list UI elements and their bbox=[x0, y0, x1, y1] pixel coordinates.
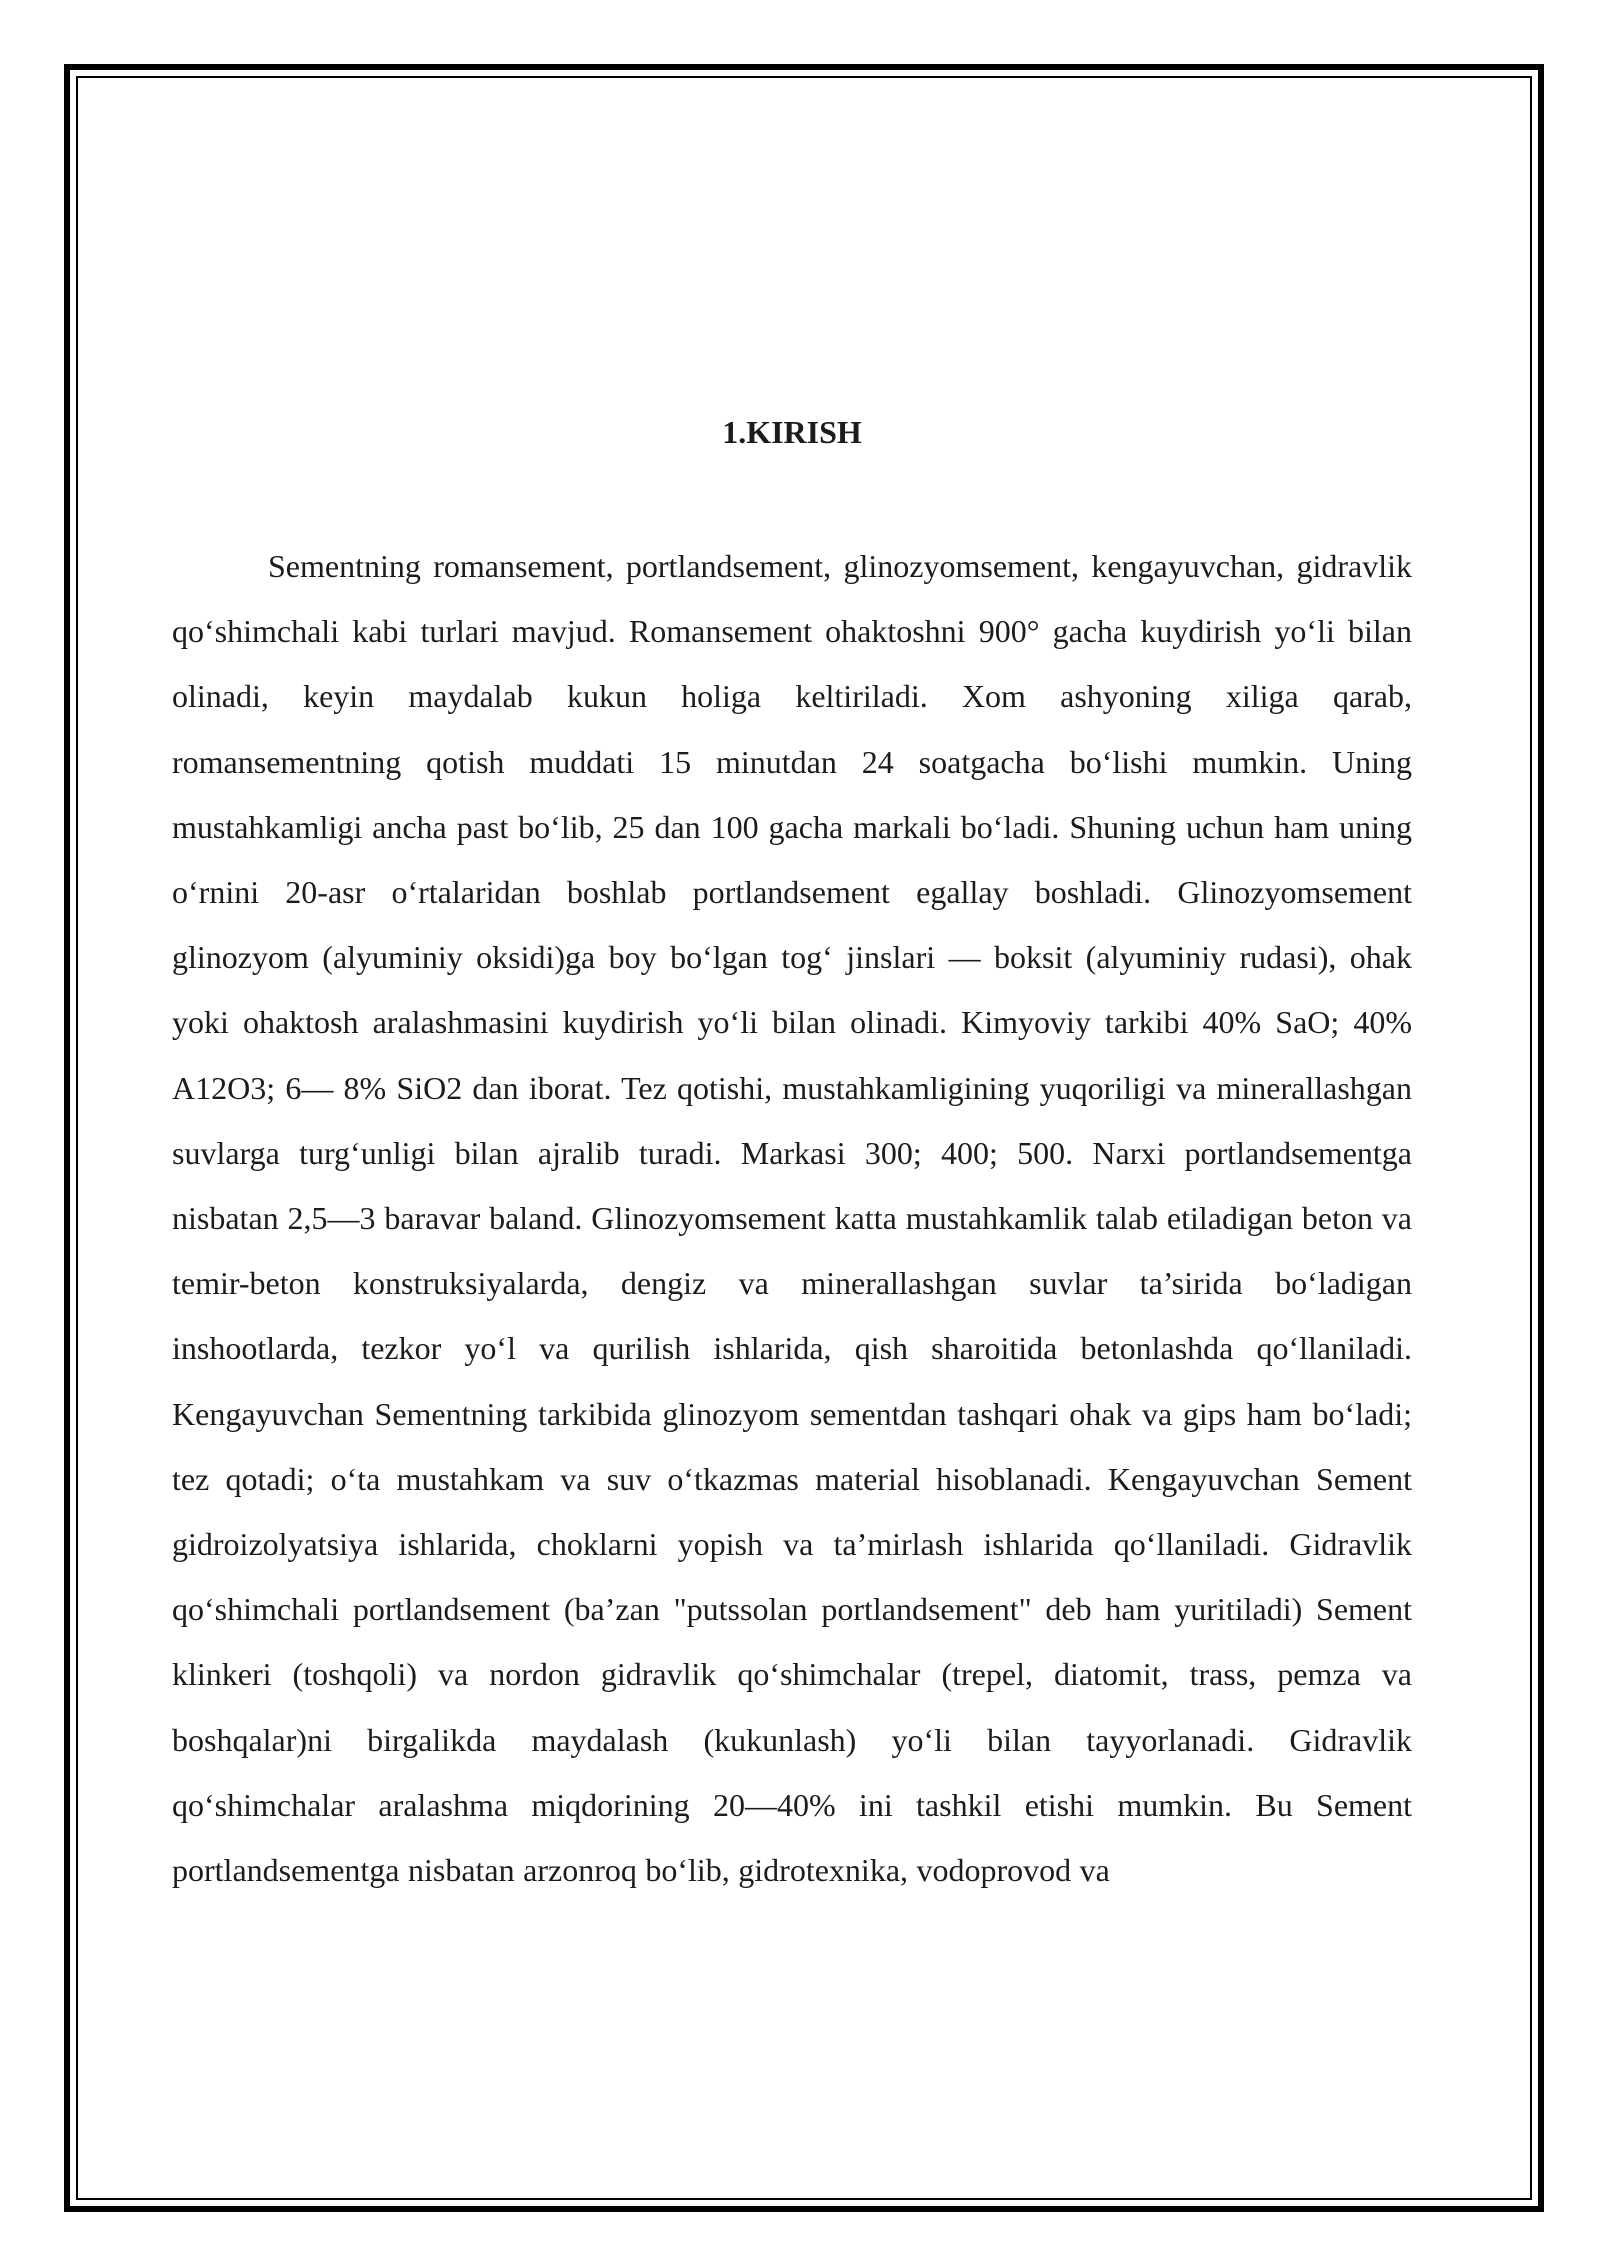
document-heading: 1.KIRISH bbox=[722, 414, 862, 450]
body-paragraph: Sementning romansement, portlandsement, glinozyomsement, kengayuvchan, gidravlik qo‘shimchali kabi turlari mavjud. Romansement ohaktoshni 900° gacha kuydirish yo‘li bilan olinadi, keyin maydalab kukun holiga keltiriladi. Xom ashyoning xiliga qarab, romansementning qotish muddati 15 minutdan 24 soatgacha bo‘lishi mumkin. Uning mustahkamligi ancha past bo‘lib, 25 dan 100 gacha markali bo‘ladi. Shuning uchun ham uning o‘rnini 20-asr o‘rtalaridan boshlab portlandsement egallay boshladi. Glinozyomsement glinozyom (alyuminiy oksidi)ga boy bo‘lgan tog‘ jinslari — boksit (alyuminiy rudasi), ohak yoki ohaktosh aralashmasini kuydirish yo‘li bilan olinadi. Kimyoviy tarkibi 40% SaO; 40% A12O3; 6— 8% SiO2 dan iborat. Tez qotishi, mustahkamligining yuqoriligi va minerallashgan suvlarga turg‘unligi bilan ajralib turadi. Markasi 300; 400; 500. Narxi portlandsementga nisbatan 2,5—3 baravar baland. Glinozyomsement katta mustahkamlik talab etiladigan beton va temir-beton konstruksiyalarda, dengiz va minerallashgan suvlar ta’sirida bo‘ladigan inshootlarda, tezkor yo‘l va qurilish ishlarida, qish sharoitida betonlashda qo‘llaniladi. Kengayuvchan Sementning tarkibida glinozyom sementdan tashqari ohak va gips ham bo‘ladi; tez qotadi; o‘ta mustahkam va suv o‘tkazmas material hisoblanadi. Kengayuvchan Sement gidroizolyatsiya ishlarida, choklarni yopish va ta’mirlash ishlarida qo‘llaniladi. Gidravlik qo‘shimchali portlandsement (ba’zan "putssolan portlandsement" deb ham yuritiladi) Sement klinkeri (toshqoli) va nordon gidravlik qo‘shimchalar (trepel, diatomit, trass, pemza va boshqalar)ni birgalikda maydalash (kukunlash) yo‘li bilan tayyorlanadi. Gidravlik qo‘shimchalar aralashma miqdorining 20—40% ini tashkil etishi mumkin. Bu Sement portlandsementga nisbatan arzonroq bo‘lib, gidrotexnika, vodoprovod va bbox=[172, 548, 1412, 1889]
